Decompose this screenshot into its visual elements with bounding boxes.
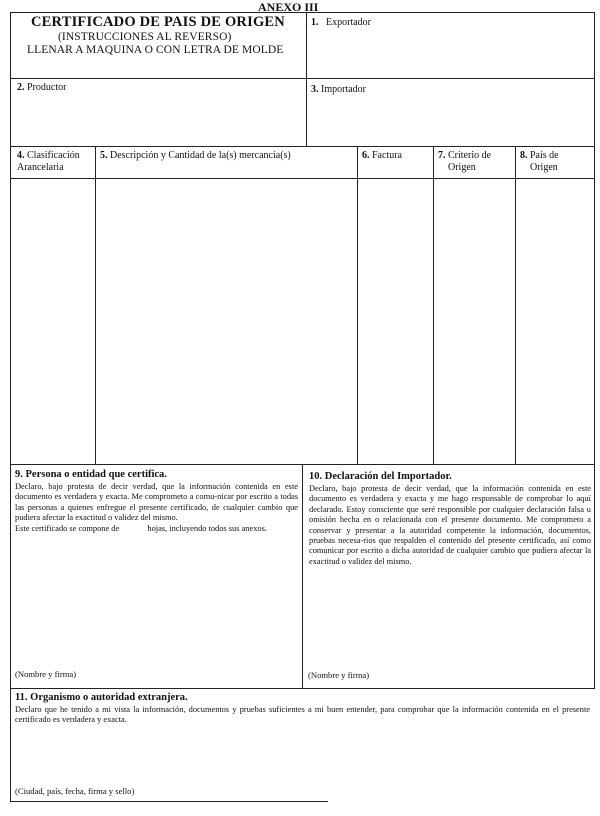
section9-10-bottom-line (10, 688, 595, 689)
section10-declaration: Declaro, bajo protesta de decir verdad, que la información contenida en este documento es verdadera y exacta y me hago responsable de comprobar lo aquí declarado. Estoy consciente que seré responsible por cualquier declaración falsa u omisión hecha en o relacionada con el presente documento. Me comprometo a conservar y presentar a la autoridad competente la información, documentos, pruebas necesa-rios que respalden el contenido del presente certificado, así como comunicar por escrito a dicha autoridad de cualquier cambio que pudiera afectar la exactitud o validez del mismo. (309, 484, 591, 566)
section10-title: 10. Declaración del Importador. (309, 471, 452, 482)
exportador-field-label: 1. Exportador (311, 17, 371, 28)
section11-signature-label: (Ciudad, país, fecha, firma y sello) (15, 786, 135, 796)
clasificacion-cell[interactable] (11, 179, 94, 463)
frame-top-line (10, 12, 595, 13)
productor-field[interactable] (11, 95, 305, 145)
exportador-field[interactable] (307, 30, 593, 77)
frame-bottom-line (10, 801, 328, 802)
productor-field-label: 2. Productor (17, 82, 67, 93)
column-header-criterio: 7. Criterio de Origen (438, 150, 492, 173)
section11-signature-field[interactable] (11, 730, 591, 783)
column-header-clasificacion: 4. Clasificación Arancelaria (17, 150, 80, 173)
typing-instructions: LLENAR A MAQUINA O CON LETRA DE MOLDE (27, 44, 284, 56)
column-header-pais: 8. País de Origen (520, 150, 559, 173)
section11-title: 11. Organismo o autoridad extranjera. (15, 692, 188, 703)
section11-declaration: Declaro que he tenido a mi vista la información, documentos y pruebas suficientes a mi buen entender, para comprobar que la información contenida en el presente certificado es verdadera y exacta. (15, 705, 590, 725)
column-header-descripcion: 5. Descripción y Cantidad de la(s) mercancía(s) (100, 150, 291, 161)
section9-signature-label: (Nombre y firma) (15, 669, 77, 679)
criterio-cell[interactable] (434, 179, 514, 463)
descripcion-cell[interactable] (96, 179, 356, 463)
row1-bottom-line (10, 78, 595, 79)
importador-field[interactable] (307, 97, 593, 145)
section9-title: 9. Persona o entidad que certifica. (15, 469, 167, 480)
section10-signature-label: (Nombre y firma) (308, 670, 370, 680)
annex-label: ANEXO III (258, 0, 319, 14)
section9-declaration: Declaro, bajo protesta de decir verdad, que la información contenida en este documento es verdadera y exacta. Me comprometo a comu-nicar por escrito a todas las personas a quienes enfregue el presente certificado, de cualquier cambio que pudiera afectar la exactitud o validez del mismo. Este certificado se compone de hojas, incluyendo todos sus anexos. (15, 482, 298, 533)
frame-right-line (594, 12, 595, 689)
importador-field-label: 3. Importador (311, 84, 366, 95)
pais-origen-cell[interactable] (516, 179, 593, 463)
section9-signature-field[interactable] (11, 580, 301, 666)
column-header-factura: 6. Factura (362, 150, 402, 161)
factura-cell[interactable] (358, 179, 432, 463)
instructions-note: (INSTRUCCIONES AL REVERSO) (58, 31, 232, 43)
section9-10-divider (302, 464, 303, 689)
row2-bottom-line (10, 146, 595, 147)
section10-signature-field[interactable] (304, 590, 593, 667)
document-title: CERTIFICADO DE PAIS DE ORIGEN (31, 14, 285, 30)
